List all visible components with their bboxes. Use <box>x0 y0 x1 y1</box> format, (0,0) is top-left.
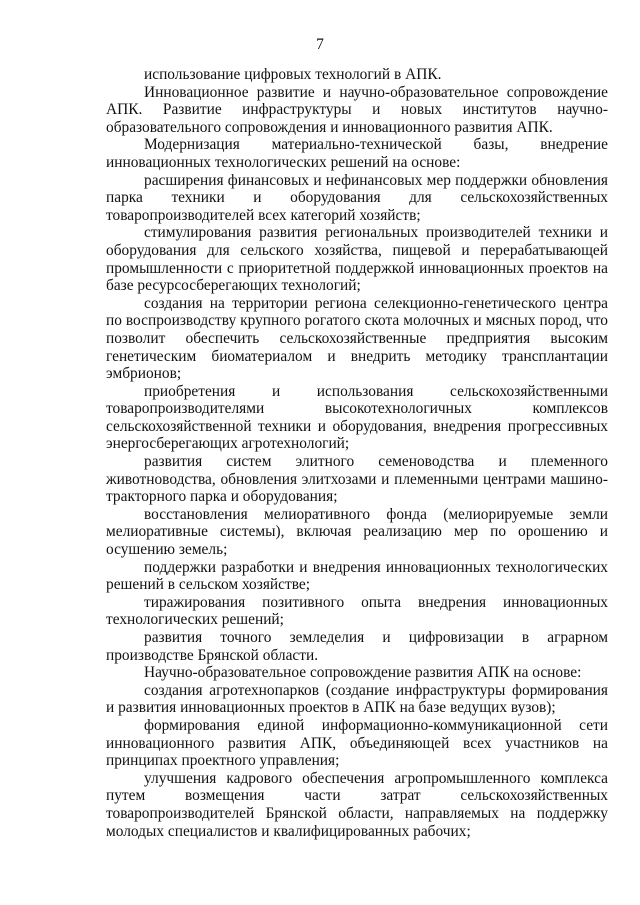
paragraph-genetic-center: создания на территории региона селекционно-генетического центра по воспроизводству крупного рогатого скота молочных и мясных пород, что позволит обеспечить сельскохозяйственные предприятия высоким генетическим биоматериалом и внедрить методику трансплантации эмбрионов; <box>106 294 608 383</box>
paragraph-experience-replication: тиражирования позитивного опыта внедрения инновационных технологических решений; <box>106 593 608 629</box>
paragraph-modernization: Модернизация материально-технической базы, внедрение инновационных технологических решений на основе: <box>106 136 608 171</box>
paragraph-hightech-complexes: приобретения и использования сельскохозяйственными товаропроизводителями высокотехнологичных комплексов сельскохозяйственной техники и оборудования, внедрения прогрессивных энергосберегающих агротехнологий; <box>106 382 608 453</box>
paragraph-info-network: формирования единой информационно-коммуникационной сети инновационного развития АПК, объединяющей всех участников на принципах проектного управления; <box>106 716 608 770</box>
paragraph-innovation-development: Инновационное развитие и научно-образовательное сопровождение АПК. Развитие инфраструктуры и новых институтов научно-образовательного сопровождения и инновационного развития АПК. <box>106 83 608 136</box>
document-body <box>106 66 608 840</box>
paragraph-digital-tech: использование цифровых технологий в АПК. <box>144 66 442 83</box>
paragraph-agrotechnoparks: создания агротехнопарков (создание инфраструктуры формирования и развития инновационных проектов в АПК на базе ведущих вузов); <box>106 681 608 717</box>
paragraph-elite-seed-breeding: развития систем элитного семеноводства и племенного животноводства, обновления элитхозами и племенными центрами машино-тракторного парка и оборудования; <box>106 453 608 506</box>
paragraph-regional-producers: стимулирования развития региональных производителей техники и оборудования для сельского хозяйства, пищевой и перерабатывающей промышленности с приоритетной поддержкой инновационных проектов на базе ресурсосберегающих технологий; <box>106 224 608 295</box>
paragraph-staffing: улучшения кадрового обеспечения агропромышленного комплекса путем возмещения части затрат сельскохозяйственных товаропроизводителей Брянской области, направляемых на поддержку молодых специалистов и квалифицированных рабочих; <box>106 769 608 840</box>
paragraph-financial-support: расширения финансовых и нефинансовых мер поддержки обновления парка техники и оборудования для сельскохозяйственных товаропроизводителей всех категорий хозяйств; <box>106 171 608 224</box>
paragraph-precision-farming: развития точного земледелия и цифровизации в аграрном производстве Брянской области. <box>106 629 608 664</box>
paragraph-land-reclamation: восстановления мелиоративного фонда (мелиорируемые земли мелиоративные системы), включая реализацию мер по орошению и осушению земель; <box>106 505 608 559</box>
page-number: 7 <box>316 36 324 53</box>
paragraph-innovation-support: поддержки разработки и внедрения инновационных технологических решений в сельском хозяйстве; <box>106 558 608 594</box>
paragraph-education-support: Научно-образовательное сопровождение развития АПК на основе: <box>144 664 582 682</box>
